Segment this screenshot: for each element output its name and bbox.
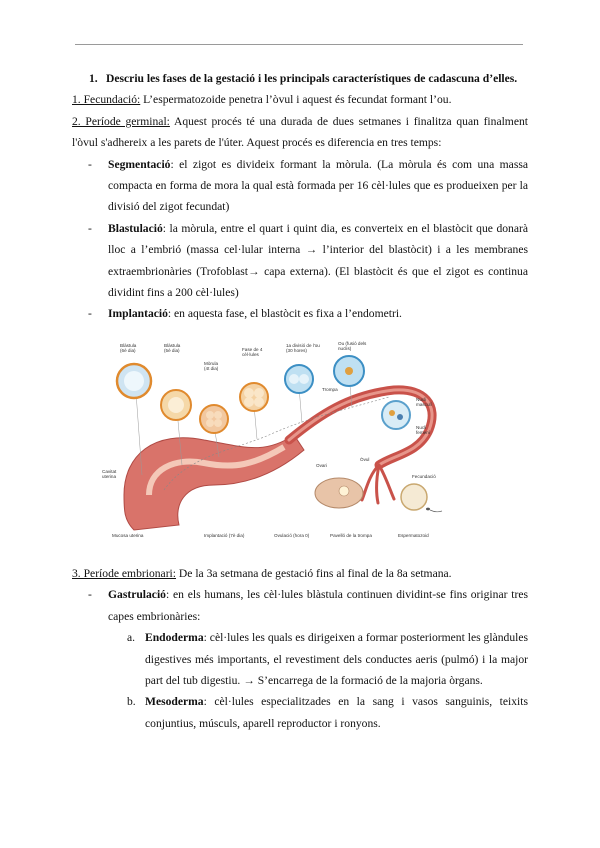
bullet-implantacio xyxy=(72,303,528,324)
germinal-paragraph xyxy=(72,111,528,154)
document-page xyxy=(72,64,528,734)
text-endoderma: : cèl·lules les quals es dirigeixen a formar posteriorment les glàndules digestives més importants, el revestiment dels conductes aeris (pulmó) i la major part del tub digestiu. → S’encarrega de la formació de la majoria òrgans. xyxy=(145,631,528,687)
label-implantacio: Implantació (7è dia) xyxy=(204,532,245,538)
ovum-in-ovary xyxy=(339,486,349,496)
gestation-diagram xyxy=(94,335,454,541)
label-ovari: Ovari xyxy=(316,462,327,468)
term-gastrulacio: Gastrulació xyxy=(108,588,166,602)
question-heading xyxy=(72,68,528,89)
label-espermatozoid: Espermatozoid xyxy=(398,532,429,538)
term-mesoderma: Mesoderma xyxy=(145,695,204,709)
term-blastulacio: Blastulació xyxy=(108,221,163,235)
term-segmentacio: Segmentació xyxy=(108,157,171,171)
label-pavello: Pavelló de la trompa xyxy=(330,532,372,538)
header-rule xyxy=(75,44,523,45)
subitem-mesoderma xyxy=(72,691,528,734)
label-mucosa: Mucosa uterina xyxy=(112,532,144,538)
diagram-svg xyxy=(94,335,454,541)
label-nucli-masculi: Nucli masculí xyxy=(416,396,432,407)
ovary xyxy=(315,478,363,508)
text-mesoderma: : cèl·lules especialitzades en la sang i vasos sanguinis, teixits conjuntius, músculs, aparell reproductor i ronyons. xyxy=(145,695,528,730)
heading-text: Descriu les fases de la gestació i les principals característiques de cadascuna d’elles. xyxy=(106,72,518,85)
label-blastula-6: Blàstula (6è dia) xyxy=(120,342,137,353)
label-ovulacio: Ovulació (hora 0) xyxy=(274,532,310,538)
bullet-dash: - xyxy=(88,588,92,602)
text-gastrulacio: : en els humans, les cèl·lules blàstula continuen dividint-se fins originar tres capes embrionàries: xyxy=(108,588,528,623)
label-ovul: Òvul xyxy=(360,456,370,462)
label-morula: Mòrula (4t dia) xyxy=(204,360,219,371)
subitem-letter: a. xyxy=(127,631,136,645)
label-four-cells: Fase de 4 cèl·lules xyxy=(242,346,263,357)
label-nucli-femeni: Nucli femení xyxy=(416,424,431,435)
bullet-segmentacio xyxy=(72,154,528,218)
embrionari-label: 3. Període embrionari: xyxy=(72,566,176,580)
bullet-dash: - xyxy=(88,157,92,171)
text-segmentacio: : el zigot es divideix formant la mòrula. (La mòrula és com una massa compacta en forma de mora la qual està formada per 16 cèl·lules que es produeixen per la divisió del zigot fecundat) xyxy=(108,157,528,214)
subitem-letter: b. xyxy=(127,695,136,709)
term-endoderma: Endoderma xyxy=(145,631,204,645)
fecundacio-label: 1. Fecundació: xyxy=(72,93,141,107)
bullet-blastulacio xyxy=(72,218,528,304)
label-ou: Ou (fusió dels nuclis) xyxy=(338,340,367,351)
germinal-label: 2. Període germinal: xyxy=(72,114,170,128)
embrionari-paragraph xyxy=(72,563,528,584)
bullet-dash: - xyxy=(88,307,92,321)
subitem-endoderma xyxy=(72,627,528,691)
label-cavitat: Cavitat uterina xyxy=(102,468,117,479)
label-fecundacio: Fecundació xyxy=(412,473,436,479)
embrionari-text: De la 3a setmana de gestació fins al final de la 8a setmana. xyxy=(176,566,452,580)
label-blastula-5: Blàstula (5è dia) xyxy=(164,342,181,353)
heading-number: 1. xyxy=(89,72,98,85)
label-first-division: 1a divisió de l'ou (30 hores) xyxy=(286,342,320,353)
bullet-dash: - xyxy=(88,221,92,235)
label-trompa: Trompa xyxy=(322,386,338,392)
germinal-text: Aquest procés té una durada de dues setmanes i finalitza quan finalment l'òvul s'adhereix a les parets de l'úter. Aquest procés es diferencia en tres temps: xyxy=(72,114,528,150)
text-implantacio: : en aquesta fase, el blastòcit es fixa a l’endometri. xyxy=(167,307,402,321)
bullet-gastrulacio xyxy=(72,584,528,627)
fecundacio-paragraph xyxy=(72,89,528,110)
fecundacio-text: L’espermatozoide penetra l’òvul i aquest és fecundat formant l’ou. xyxy=(140,93,452,107)
term-implantacio: Implantació xyxy=(108,307,168,321)
text-blastulacio: : la mòrula, entre el quart i quint dia, es converteix en el blastòcit que donarà lloc a l’embrió (massa cel·lular interna → l’interior del blastòcit) i a les membranes extraembrionàries (Trofoblast→ capa externa). (El blastòcit és que el zigot es continua dividint fins a 200 cèl·lules) xyxy=(108,221,528,300)
stage-nuclei xyxy=(382,401,410,429)
